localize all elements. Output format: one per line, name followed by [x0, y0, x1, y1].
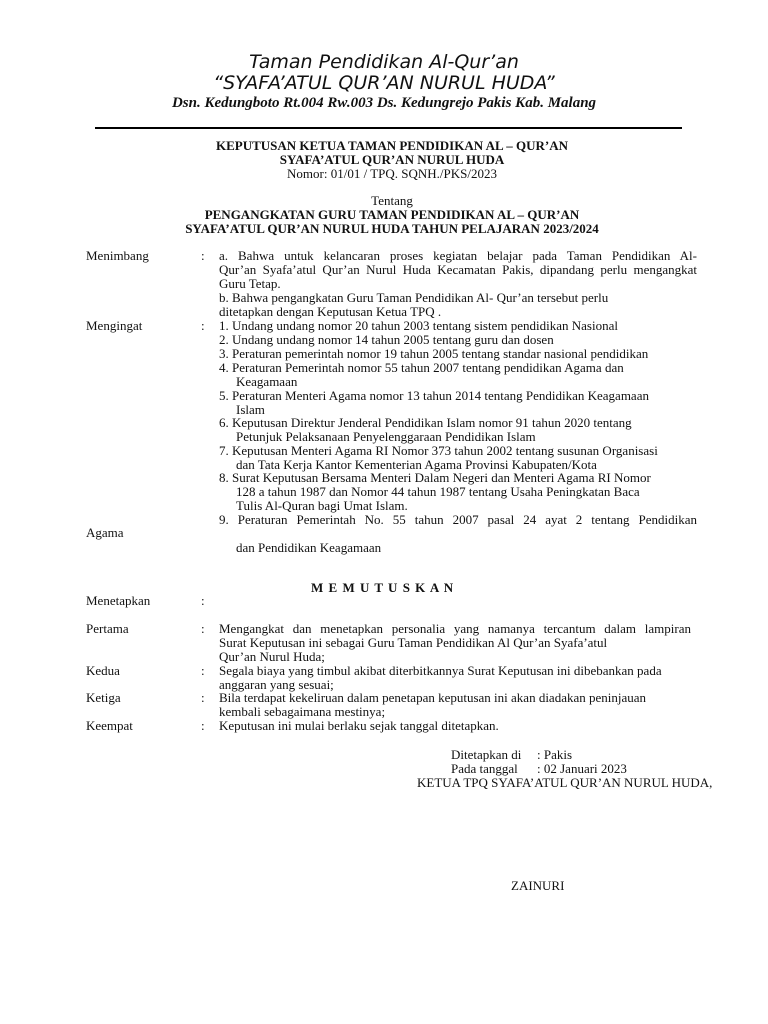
mengingat-item-cont: Islam — [236, 402, 265, 417]
kedua-text: Segala biaya yang timbul akibat diterbitkannya Surat Keputusan ini dibebankan pada — [219, 663, 662, 678]
mengingat-item-cont: Tulis Al-Quran bagi Umat Islam. — [236, 498, 408, 513]
signature-name: ZAINURI — [511, 878, 565, 893]
menimbang-point-a: a. Bahwa untuk kelancaran proses kegiatan belajar pada Taman Pendidikan Al- — [219, 248, 697, 263]
keempat-colon: : — [201, 718, 205, 733]
mengingat-item: 7. Keputusan Menteri Agama RI Nomor 373 tahun 2002 tentang susunan Organisasi — [219, 443, 658, 458]
menetapkan-colon: : — [201, 593, 205, 608]
mengingat-item: 3. Peraturan pemerintah nomor 19 tahun 2005 tentang standar nasional pendidikan — [219, 346, 649, 361]
mengingat-item-cont: Keagamaan — [236, 374, 298, 389]
mengingat-item-cont: 128 a tahun 1987 dan Nomor 44 tahun 1987 tentang Usaha Peningkatan Baca — [236, 484, 640, 499]
signature-place-value: : Pakis — [537, 747, 573, 762]
memutuskan-heading: M E M U T U S K A N — [311, 580, 455, 595]
decree-number: Nomor: 01/01 / TPQ. SQNH./PKS/2023 — [287, 166, 497, 181]
pertama-text: Mengangkat dan menetapkan personalia yang namanya tercantum dalam lampiran — [219, 621, 691, 636]
menimbang-point-b: b. Bahwa pengangkatan Guru Taman Pendidikan Al- Qur’an tersebut perlu — [219, 290, 609, 305]
ketiga-label: Ketiga — [86, 690, 121, 705]
mengingat-item: 6. Keputusan Direktur Jenderal Pendidikan Islam nomor 91 tahun 2020 tentang — [219, 415, 632, 430]
mengingat-item-cont: dan Tata Kerja Kantor Kementerian Agama Provinsi Kabupaten/Kota — [236, 457, 597, 472]
keempat-text: Keputusan ini mulai berlaku sejak tanggal ditetapkan. — [219, 718, 499, 733]
ketiga-text: Bila terdapat kekeliruan dalam penetapan keputusan ini akan diadakan peninjauan — [219, 690, 647, 705]
signature-position: KETUA TPQ SYAFA’ATUL QUR’AN NURUL HUDA, — [417, 775, 713, 790]
letterhead-institution: “SYAFA’ATUL QUR’AN NURUL HUDA” — [213, 72, 555, 94]
letterhead-title: Taman Pendidikan Al-Qur’an — [249, 51, 519, 73]
kedua-text-cont: anggaran yang sesuai; — [219, 677, 334, 692]
keempat-label: Keempat — [86, 718, 133, 733]
mengingat-item: 9. Peraturan Pemerintah No. 55 tahun 2007 pasal 24 ayat 2 tentang Pendidikan — [219, 512, 697, 527]
decree-institution: SYAFA’ATUL QUR’AN NURUL HUDA — [279, 152, 505, 167]
decree-about-label: Tentang — [371, 193, 413, 208]
mengingat-colon: : — [201, 318, 205, 333]
mengingat-overflow-word: Agama — [86, 525, 124, 540]
decree-subject: PENGANGKATAN GURU TAMAN PENDIDIKAN AL – QUR’AN — [204, 207, 580, 222]
kedua-label: Kedua — [86, 663, 120, 678]
menimbang-colon: : — [201, 248, 205, 263]
letterhead-address: Dsn. Kedungboto Rt.004 Rw.003 Ds. Kedungrejo Pakis Kab. Malang — [171, 95, 597, 111]
menimbang-label: Menimbang — [86, 248, 149, 263]
mengingat-item-cont: dan Pendidikan Keagamaan — [236, 540, 382, 555]
menimbang-point-a-end: Guru Tetap. — [219, 276, 281, 291]
letterhead-divider — [95, 127, 682, 129]
menetapkan-label: Menetapkan — [86, 593, 151, 608]
pertama-colon: : — [201, 621, 205, 636]
ketiga-colon: : — [201, 690, 205, 705]
mengingat-item: 1. Undang undang nomor 20 tahun 2003 tentang sistem pendidikan Nasional — [219, 318, 618, 333]
mengingat-item: 8. Surat Keputusan Bersama Menteri Dalam Negeri dan Menteri Agama RI Nomor — [219, 470, 651, 485]
signature-date-label: Pada tanggal — [451, 761, 518, 776]
ketiga-text-cont: kembali sebagaimana mestinya; — [219, 704, 386, 719]
mengingat-item: 4. Peraturan Pemerintah nomor 55 tahun 2007 tentang pendidikan Agama dan — [219, 360, 624, 375]
mengingat-item: 2. Undang undang nomor 14 tahun 2005 tentang guru dan dosen — [219, 332, 554, 347]
pertama-text-cont: Surat Keputusan ini sebagai Guru Taman Pendidikan Al Qur’an Syafa’atul — [219, 635, 608, 650]
menimbang-point-b-cont: ditetapkan dengan Keputusan Ketua TPQ . — [219, 304, 442, 319]
menimbang-point-a-cont: Qur’an Syafa’atul Qur’an Nurul Huda Kecamatan Pakis, dipandang perlu mengangkat — [219, 262, 697, 277]
pertama-label: Pertama — [86, 621, 129, 636]
decree-title: KEPUTUSAN KETUA TAMAN PENDIDIKAN AL – QUR’AN — [216, 138, 568, 153]
mengingat-item-cont: Petunjuk Pelaksanaan Penyelenggaraan Pendidikan Islam — [236, 429, 536, 444]
pertama-text-cont: Qur’an Nurul Huda; — [219, 649, 325, 664]
mengingat-label: Mengingat — [86, 318, 143, 333]
mengingat-item: 5. Peraturan Menteri Agama nomor 13 tahun 2014 tentang Pendidikan Keagamaan — [219, 388, 649, 403]
kedua-colon: : — [201, 663, 205, 678]
signature-date-value: : 02 Januari 2023 — [537, 761, 627, 776]
decree-subject-year: SYAFA’ATUL QUR’AN NURUL HUDA TAHUN PELAJARAN 2023/2024 — [185, 221, 599, 236]
signature-place-label: Ditetapkan di — [451, 747, 522, 762]
